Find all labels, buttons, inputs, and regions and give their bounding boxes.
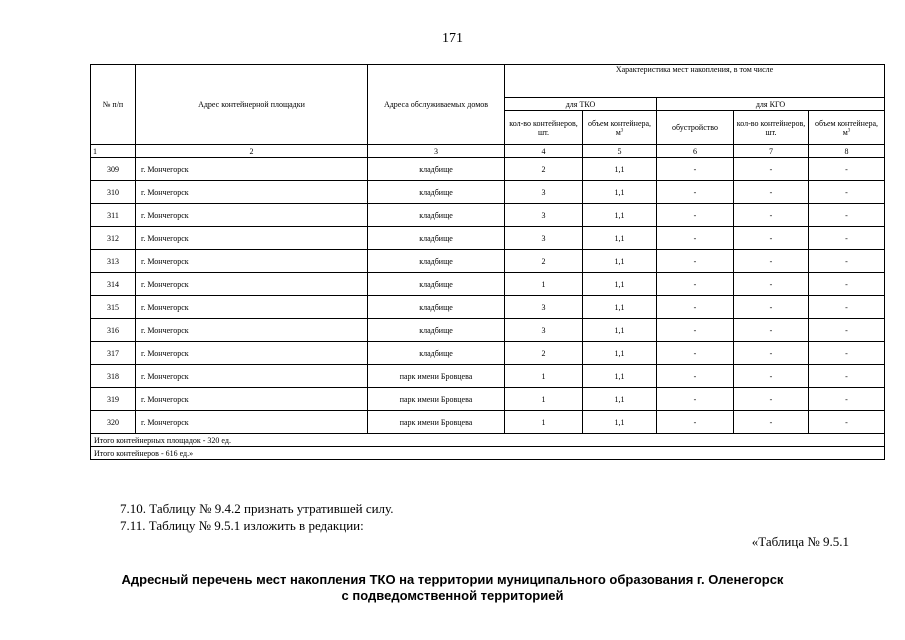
cell-address: г. Мончегорск — [136, 411, 368, 434]
cell-num: 320 — [91, 411, 136, 434]
cell-count: 1 — [505, 388, 583, 411]
cell-address: г. Мончегорск — [136, 250, 368, 273]
cell-count: 1 — [505, 365, 583, 388]
column-number-row — [91, 145, 885, 158]
cell-count: 3 — [505, 181, 583, 204]
cell-num: 317 — [91, 342, 136, 365]
cell-count: 2 — [505, 250, 583, 273]
header-kgo-volume — [809, 111, 885, 145]
header-served-addresses: Адреса обслуживаемых домов — [368, 65, 505, 145]
cell-volume: 1,1 — [583, 296, 657, 319]
cell-volume: 1,1 — [583, 204, 657, 227]
cell-kgo-volume: - — [809, 273, 885, 296]
cell-count: 2 — [505, 342, 583, 365]
header-tko-volume — [583, 111, 657, 145]
cell-kgo-count: - — [734, 388, 809, 411]
column-number: 5 — [583, 145, 657, 158]
table-row — [91, 204, 885, 227]
cell-count: 3 — [505, 296, 583, 319]
cell-kgo-count: - — [734, 204, 809, 227]
cell-address: г. Мончегорск — [136, 158, 368, 181]
cell-served: кладбище — [368, 342, 505, 365]
cell-address: г. Мончегорск — [136, 227, 368, 250]
table-row — [91, 365, 885, 388]
cell-served: кладбище — [368, 273, 505, 296]
table-body — [91, 158, 885, 434]
cell-kgo-count: - — [734, 158, 809, 181]
cell-kgo-count: - — [734, 296, 809, 319]
table-reference: «Таблица № 9.5.1 — [751, 534, 849, 549]
cell-num: 314 — [91, 273, 136, 296]
cell-equipment: - — [657, 411, 734, 434]
cell-served: кладбище — [368, 181, 505, 204]
cubic-superscript: 3 — [620, 127, 624, 133]
header-tko-volume-text: объем контейнера, м — [587, 118, 652, 137]
cell-kgo-count: - — [734, 342, 809, 365]
header-kgo-volume-text: объем контейнера, м — [814, 118, 879, 137]
cell-volume: 1,1 — [583, 250, 657, 273]
cell-equipment: - — [657, 319, 734, 342]
cell-address: г. Мончегорск — [136, 181, 368, 204]
header-site-address: Адрес контейнерной площадки — [136, 65, 368, 145]
container-sites-table — [90, 64, 885, 460]
table-row — [91, 158, 885, 181]
cell-kgo-count: - — [734, 411, 809, 434]
cell-equipment: - — [657, 365, 734, 388]
cell-volume: 1,1 — [583, 411, 657, 434]
cell-served: парк имени Бровцева — [368, 388, 505, 411]
header-kgo: для КГО — [657, 98, 885, 111]
cell-address: г. Мончегорск — [136, 319, 368, 342]
total-containers: Итого контейнеров - 616 ед.» — [91, 447, 885, 460]
column-number: 1 — [91, 145, 136, 158]
cell-address: г. Мончегорск — [136, 342, 368, 365]
column-number: 3 — [368, 145, 505, 158]
cell-served: парк имени Бровцева — [368, 411, 505, 434]
cell-volume: 1,1 — [583, 365, 657, 388]
cell-kgo-volume: - — [809, 158, 885, 181]
cell-kgo-volume: - — [809, 388, 885, 411]
column-number: 8 — [809, 145, 885, 158]
cell-count: 2 — [505, 158, 583, 181]
cell-served: кладбище — [368, 158, 505, 181]
cell-address: г. Мончегорск — [136, 273, 368, 296]
cell-num: 309 — [91, 158, 136, 181]
header-tko: для ТКО — [505, 98, 657, 111]
cell-num: 318 — [91, 365, 136, 388]
table-row — [91, 411, 885, 434]
cell-kgo-volume: - — [809, 411, 885, 434]
cell-kgo-volume: - — [809, 204, 885, 227]
cell-num: 315 — [91, 296, 136, 319]
cell-equipment: - — [657, 342, 734, 365]
cell-num: 313 — [91, 250, 136, 273]
cell-kgo-volume: - — [809, 227, 885, 250]
heading-line-2: с подведомственной территорией — [341, 588, 564, 603]
cell-num: 316 — [91, 319, 136, 342]
paragraph-7-10: 7.10. Таблицу № 9.4.2 признать утратившей силу. — [120, 501, 394, 516]
cell-equipment: - — [657, 296, 734, 319]
cell-equipment: - — [657, 204, 734, 227]
cell-address: г. Мончегорск — [136, 296, 368, 319]
cell-address: г. Мончегорск — [136, 388, 368, 411]
cell-equipment: - — [657, 388, 734, 411]
header-tko-count: кол-во контейнеров, шт. — [505, 111, 583, 145]
cell-served: кладбище — [368, 296, 505, 319]
cell-address: г. Мончегорск — [136, 365, 368, 388]
heading-line-1: Адресный перечень мест накопления ТКО на территории муниципального образования г. Оленегорск — [121, 572, 784, 587]
table-row — [91, 250, 885, 273]
cell-equipment: - — [657, 250, 734, 273]
cell-num: 310 — [91, 181, 136, 204]
table-row — [91, 296, 885, 319]
cell-served: кладбище — [368, 250, 505, 273]
cell-kgo-volume: - — [809, 250, 885, 273]
cell-count: 3 — [505, 227, 583, 250]
column-number: 6 — [657, 145, 734, 158]
table-row — [91, 227, 885, 250]
cell-kgo-volume: - — [809, 365, 885, 388]
cell-equipment: - — [657, 181, 734, 204]
cell-count: 1 — [505, 273, 583, 296]
cell-kgo-volume: - — [809, 319, 885, 342]
table-row — [91, 273, 885, 296]
table-row — [91, 342, 885, 365]
cell-count: 3 — [505, 204, 583, 227]
table-row — [91, 388, 885, 411]
cell-count: 3 — [505, 319, 583, 342]
cell-volume: 1,1 — [583, 388, 657, 411]
cell-volume: 1,1 — [583, 342, 657, 365]
cell-kgo-count: - — [734, 365, 809, 388]
section-heading — [0, 572, 905, 604]
header-kgo-count: кол-во контейнеров, шт. — [734, 111, 809, 145]
cell-kgo-count: - — [734, 250, 809, 273]
cell-kgo-count: - — [734, 273, 809, 296]
cell-equipment: - — [657, 158, 734, 181]
table-totals — [91, 434, 885, 460]
cell-volume: 1,1 — [583, 227, 657, 250]
cell-num: 311 — [91, 204, 136, 227]
cell-served: кладбище — [368, 227, 505, 250]
cell-kgo-volume: - — [809, 181, 885, 204]
cell-address: г. Мончегорск — [136, 204, 368, 227]
table-row — [91, 319, 885, 342]
cell-kgo-volume: - — [809, 296, 885, 319]
cell-served: кладбище — [368, 319, 505, 342]
cell-volume: 1,1 — [583, 319, 657, 342]
cell-volume: 1,1 — [583, 158, 657, 181]
table-row — [91, 181, 885, 204]
cell-volume: 1,1 — [583, 181, 657, 204]
cubic-superscript: 3 — [847, 127, 851, 133]
cell-kgo-count: - — [734, 181, 809, 204]
header-num: № п/п — [91, 65, 136, 145]
cell-kgo-volume: - — [809, 342, 885, 365]
paragraph-7-11: 7.11. Таблицу № 9.5.1 изложить в редакции: — [120, 518, 364, 533]
column-number: 2 — [136, 145, 368, 158]
header-kgo-equipment: обустройство — [657, 111, 734, 145]
cell-equipment: - — [657, 273, 734, 296]
total-sites: Итого контейнерных площадок - 320 ед. — [91, 434, 885, 447]
cell-kgo-count: - — [734, 319, 809, 342]
cell-count: 1 — [505, 411, 583, 434]
cell-volume: 1,1 — [583, 273, 657, 296]
column-number: 7 — [734, 145, 809, 158]
cell-served: парк имени Бровцева — [368, 365, 505, 388]
cell-num: 319 — [91, 388, 136, 411]
cell-served: кладбище — [368, 204, 505, 227]
header-characteristics: Характеристика мест накопления, в том числе — [505, 65, 885, 98]
page-number: 171 — [442, 31, 463, 46]
cell-num: 312 — [91, 227, 136, 250]
cell-equipment: - — [657, 227, 734, 250]
column-number: 4 — [505, 145, 583, 158]
cell-kgo-count: - — [734, 227, 809, 250]
